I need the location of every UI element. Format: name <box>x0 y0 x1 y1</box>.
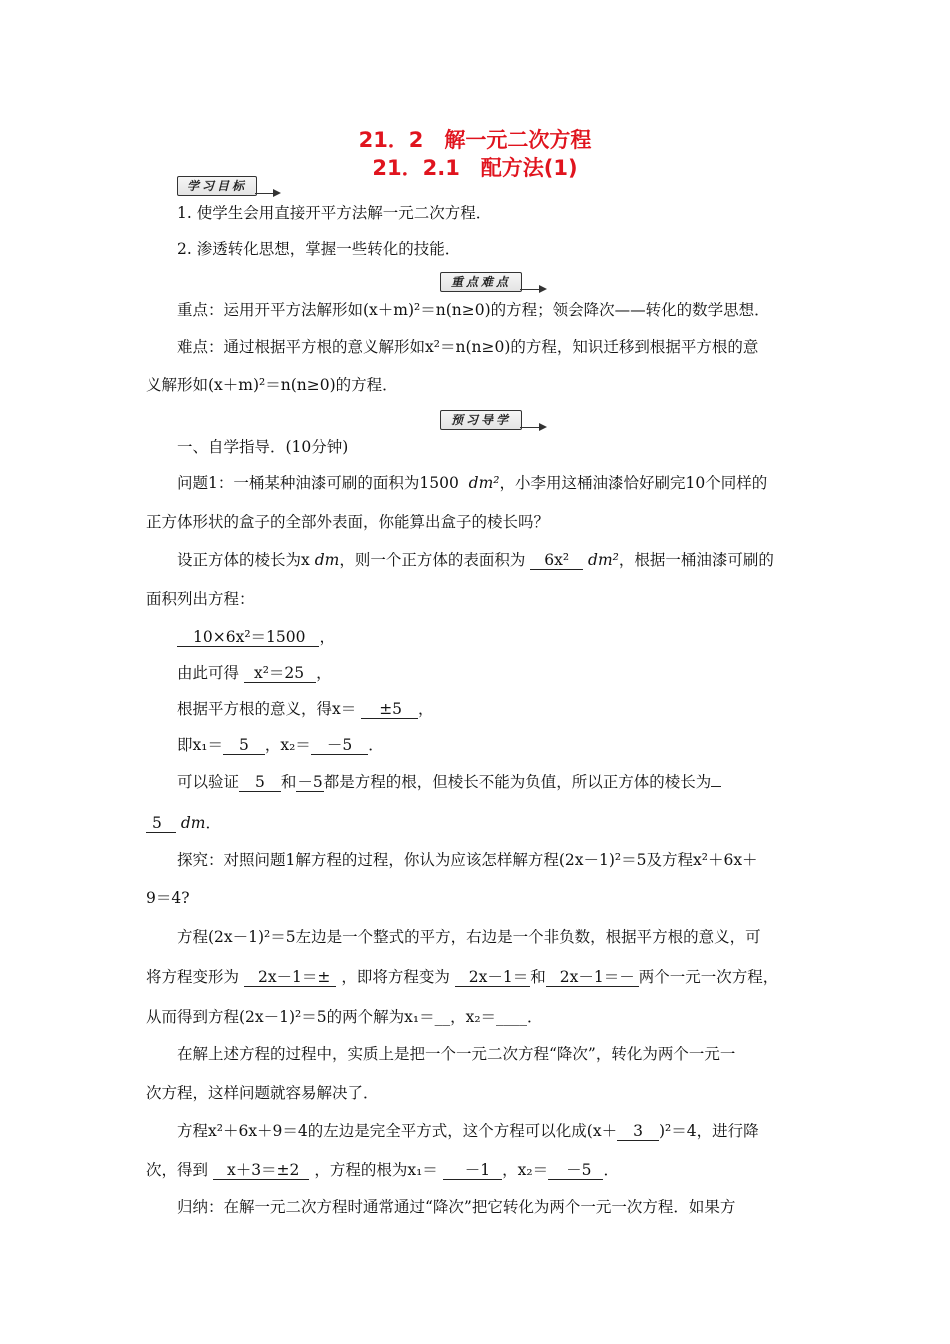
verify-line: 5 dm． <box>146 813 221 833</box>
subsection-title: 21．2.1 配方法(1) <box>372 156 578 180</box>
answer-blank: 2x－1＝± <box>244 969 336 987</box>
key-point-text: 重点：运用开平方法解形如(x＋m)²＝n(n≥0)的方程；领会降次——转化的数学思想． <box>177 301 770 319</box>
goal-item: 1. 使学生会用直接开平方法解一元二次方程． <box>177 204 492 222</box>
equation-line: 10×6x²＝1500 ， <box>177 627 335 647</box>
arrow-icon <box>520 289 545 290</box>
answer-blank: 5 <box>223 737 265 755</box>
banner-key-points <box>440 272 548 294</box>
summary-text: 归纳：在解一元二次方程时通常通过“降次”把它转化为两个一元一次方程．如果方 <box>177 1198 736 1216</box>
answer-blank: 5 <box>146 815 176 833</box>
difficulty-text: 义解形如(x＋m)²＝n(n≥0)的方程． <box>146 376 398 394</box>
arrow-icon <box>255 193 279 194</box>
section-title: 21．2 解一元二次方程 <box>358 128 592 152</box>
paragraph-text: 将方程变形为 2x－1＝± ，即将方程变为 2x－1＝ 和 2x－1＝－ 两个一元一次方程， <box>146 968 779 986</box>
paragraph-text: 从而得到方程(2x－1)²＝5的两个解为x₁＝__，x₂＝____． <box>146 1008 543 1026</box>
problem-text: 正方体形状的盒子的全部外表面，你能算出盒子的棱长吗？ <box>146 513 550 531</box>
paragraph-text: 方程x²＋6x＋9＝4的左边是完全平方式，这个方程可以化成(x＋ 3 )²＝4，进行降 <box>177 1122 759 1140</box>
explore-text: 9＝4? <box>146 889 190 907</box>
paragraph-text: 次方程，这样问题就容易解决了． <box>146 1084 379 1102</box>
answer-blank: －5 <box>297 773 323 791</box>
answer-blank: x＋3＝±2 <box>213 1162 309 1180</box>
setup-text: 面积列出方程： <box>146 590 255 608</box>
goal-item: 2. 渗透转化思想，掌握一些转化的技能． <box>177 240 461 258</box>
problem-text: 问题1：一桶某种油漆可刷的面积为1500 dm²，小李用这桶油漆恰好刷完10个同样的 <box>177 474 768 492</box>
root-line: 根据平方根的意义，得x＝ ±5 ， <box>177 700 434 718</box>
answer-blank: 5 <box>239 774 281 792</box>
banner-learning-goals <box>177 176 282 198</box>
answer-blank: －5 <box>548 1162 603 1180</box>
section-heading: 一、自学指导．(10分钟) <box>177 438 349 456</box>
answer-blank: x²＝25 <box>244 665 316 683</box>
banner-label: 重点难点 <box>440 272 522 292</box>
answer-blank: －1 <box>443 1162 502 1180</box>
arrow-icon <box>520 427 545 428</box>
answer-blank: 2x－1＝－ <box>546 969 639 987</box>
paragraph-text: 方程(2x－1)²＝5左边是一个整式的平方，右边是一个非负数，根据平方根的意义，可 <box>177 928 761 946</box>
answer-blank: －5 <box>311 737 368 755</box>
paragraph-text: 次，得到 x＋3＝±2 ，方程的根为x₁＝ －1 ，x₂＝ －5 ． <box>146 1161 619 1179</box>
difficulty-text: 难点：通过根据平方根的意义解形如x²＝n(n≥0)的方程，知识迁移到根据平方根的意 <box>177 338 759 356</box>
derive-line: 由此可得 x²＝25 ， <box>177 664 332 682</box>
answer-blank: 2x－1＝ <box>455 969 530 987</box>
banner-preview-guide <box>440 410 548 432</box>
solutions-line: 即x₁＝ 5 ，x₂＝ －5 ． <box>177 736 384 754</box>
answer-blank: 10×6x²＝1500 <box>177 629 319 647</box>
verify-line: 可以验证 5 和－5都是方程的根，但棱长不能为负值，所以正方体的棱长为 <box>177 772 721 792</box>
banner-label: 学习目标 <box>177 176 257 196</box>
setup-text: 设正方体的棱长为x dm，则一个正方体的表面积为 6x² dm²，根据一桶油漆可刷的 <box>177 551 774 569</box>
answer-blank: 6x² <box>530 552 583 570</box>
banner-label: 预习导学 <box>440 410 522 430</box>
paragraph-text: 在解上述方程的过程中，实质上是把一个一元二次方程“降次”，转化为两个一元一 <box>177 1045 736 1063</box>
answer-blank: 3 <box>617 1123 659 1141</box>
answer-blank: ±5 <box>361 701 418 719</box>
explore-text: 探究：对照问题1解方程的过程，你认为应该怎样解方程(2x－1)²＝5及方程x²＋6x＋ <box>177 851 758 869</box>
